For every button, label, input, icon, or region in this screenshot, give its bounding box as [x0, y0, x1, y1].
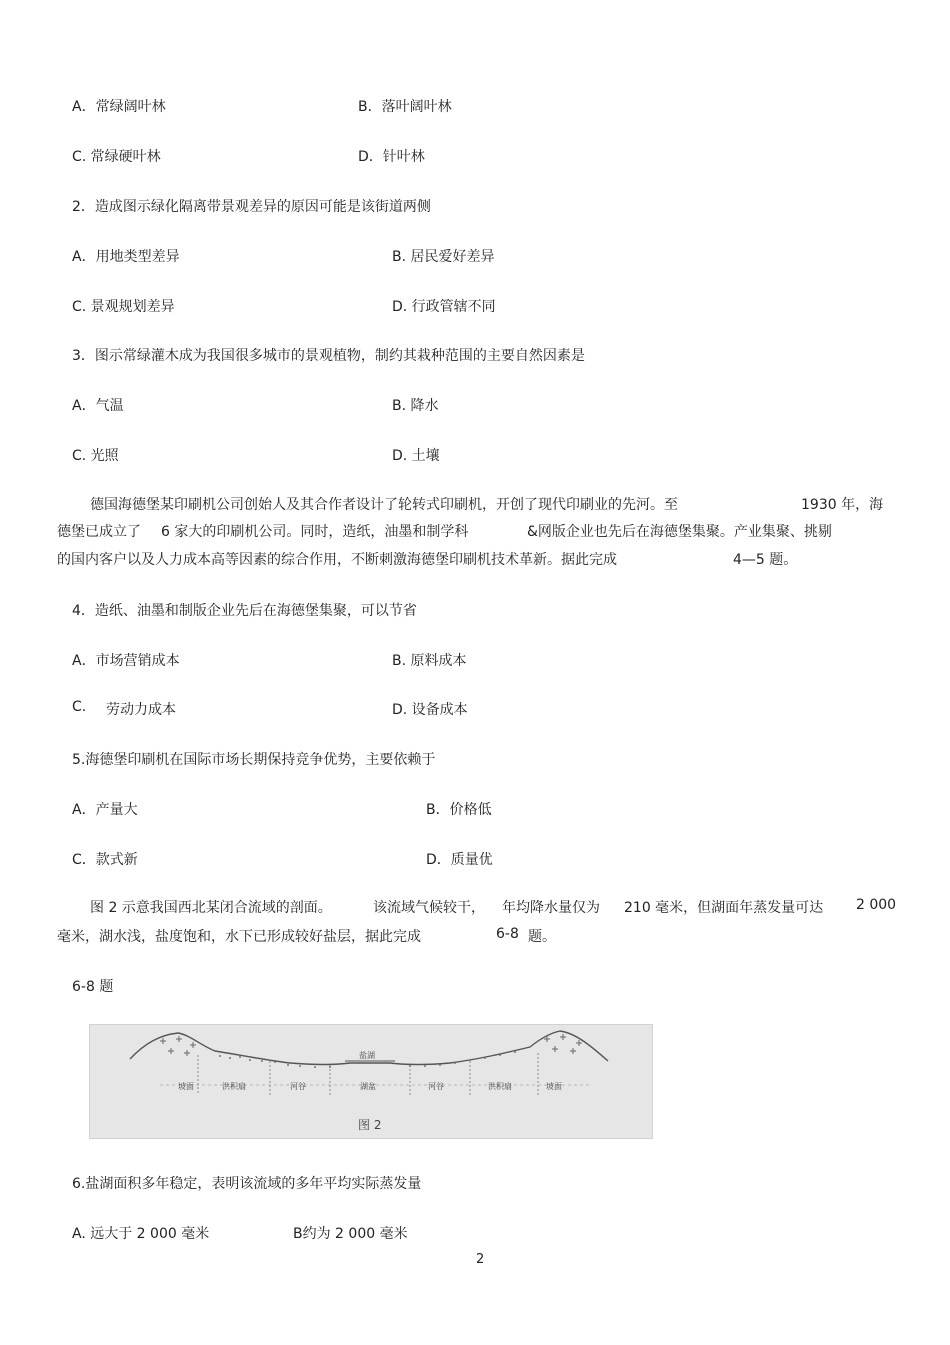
passage2-line1-e: 2 000 [856, 897, 897, 913]
basin-profile-diagram [90, 1025, 652, 1138]
q3-option-a: A．气温 [72, 398, 124, 414]
passage1-line3: 的国内客户以及人力成本高等因素的综合作用，不断刺激海德堡印刷机技术革新。据此完成 [57, 552, 617, 568]
zone-label-slope-left: 坡面 [178, 1082, 194, 1091]
passage2-line2-c: 题。 [528, 929, 556, 945]
zone-label-fan-left: 洪积扇 [222, 1082, 246, 1091]
q5-stem: 5.海德堡印刷机在国际市场长期保持竞争优势，主要依赖于 [72, 752, 436, 768]
q2-option-d: D. 行政管辖不同 [392, 299, 496, 315]
q4-option-c-letter: C. [72, 699, 87, 715]
q1-option-c: C. 常绿硬叶林 [72, 149, 161, 165]
q4-option-a: A．市场营销成本 [72, 653, 180, 669]
q3-option-b: B. 降水 [392, 398, 439, 414]
passage1-line3-end: 4—5 题。 [733, 552, 798, 568]
q3-option-d: D. 土壤 [392, 448, 440, 464]
passage2-line2-a: 毫米，湖水浅，盐度饱和，水下已形成较好盐层，据此完成 [57, 929, 421, 945]
passage2-line2-b: 6-8 [496, 926, 519, 942]
passage2-line1-d: 210 毫米，但湖面年蒸发量可达 [624, 900, 824, 916]
zone-label-slope-right: 坡面 [546, 1082, 562, 1091]
q4-option-d: D. 设备成本 [392, 702, 468, 718]
passage1-line1: 德国海德堡某印刷机公司创始人及其合作者设计了轮转式印刷机，开创了现代印刷业的先河。至 [90, 497, 678, 513]
q1-option-b: B．落叶阔叶林 [358, 99, 452, 115]
passage1-line2-num: 6 家大的印刷机公司。同时，造纸，油墨和制学科 [161, 524, 469, 540]
salt-lake-label: 盐湖 [359, 1051, 375, 1060]
q5-option-b: B．价格低 [426, 802, 492, 818]
page-number: 2 [476, 1252, 485, 1267]
passage1-line2-end: &网版企业也先后在海德堡集聚。产业集聚、挑剔 [527, 524, 832, 540]
basin-profile-figure [89, 1024, 653, 1139]
figure-caption: 图 2 [358, 1118, 382, 1132]
zone-label-valley-left: 河谷 [290, 1082, 306, 1091]
passage1-line1-end: 1930 年，海 [801, 497, 884, 513]
q2-option-c: C. 景观规划差异 [72, 299, 175, 315]
q2-option-b: B. 居民爱好差异 [392, 249, 495, 265]
passage1-line2: 德堡已成立了 [57, 524, 141, 540]
q3-stem: 3．图示常绿灌木成为我国很多城市的景观植物，制约其栽种范围的主要自然因素是 [72, 348, 585, 364]
passage2-line1-c: 年均降水量仅为 [502, 900, 600, 916]
q6-stem: 6.盐湖面积多年稳定，表明该流域的多年平均实际蒸发量 [72, 1176, 422, 1192]
q5-option-d: D．质量优 [426, 852, 493, 868]
q2-option-a: A．用地类型差异 [72, 249, 180, 265]
q4-option-b: B. 原料成本 [392, 653, 467, 669]
q6-option-b: B约为 2 000 毫米 [293, 1226, 408, 1242]
q3-option-c: C. 光照 [72, 448, 119, 464]
q5-option-c: C．款式新 [72, 852, 138, 868]
section-label: 6-8 题 [72, 979, 114, 995]
q6-option-a: A. 远大于 2 000 毫米 [72, 1226, 210, 1242]
q4-option-c-text: 劳动力成本 [106, 702, 176, 718]
zone-label-lake-basin: 湖盆 [360, 1082, 376, 1091]
q5-option-a: A．产量大 [72, 802, 138, 818]
passage2-line1-b: 该流域气候较干， [373, 900, 485, 916]
q1-option-a: A．常绿阔叶林 [72, 99, 166, 115]
passage2-line1-a: 图 2 示意我国西北某闭合流域的剖面。 [90, 900, 332, 916]
q4-stem: 4．造纸、油墨和制版企业先后在海德堡集聚，可以节省 [72, 603, 417, 619]
q1-option-d: D．针叶林 [358, 149, 425, 165]
q2-stem: 2．造成图示绿化隔离带景观差异的原因可能是该街道两侧 [72, 199, 431, 215]
zone-label-valley-right: 河谷 [428, 1082, 444, 1091]
zone-label-fan-right: 洪积扇 [488, 1082, 512, 1091]
